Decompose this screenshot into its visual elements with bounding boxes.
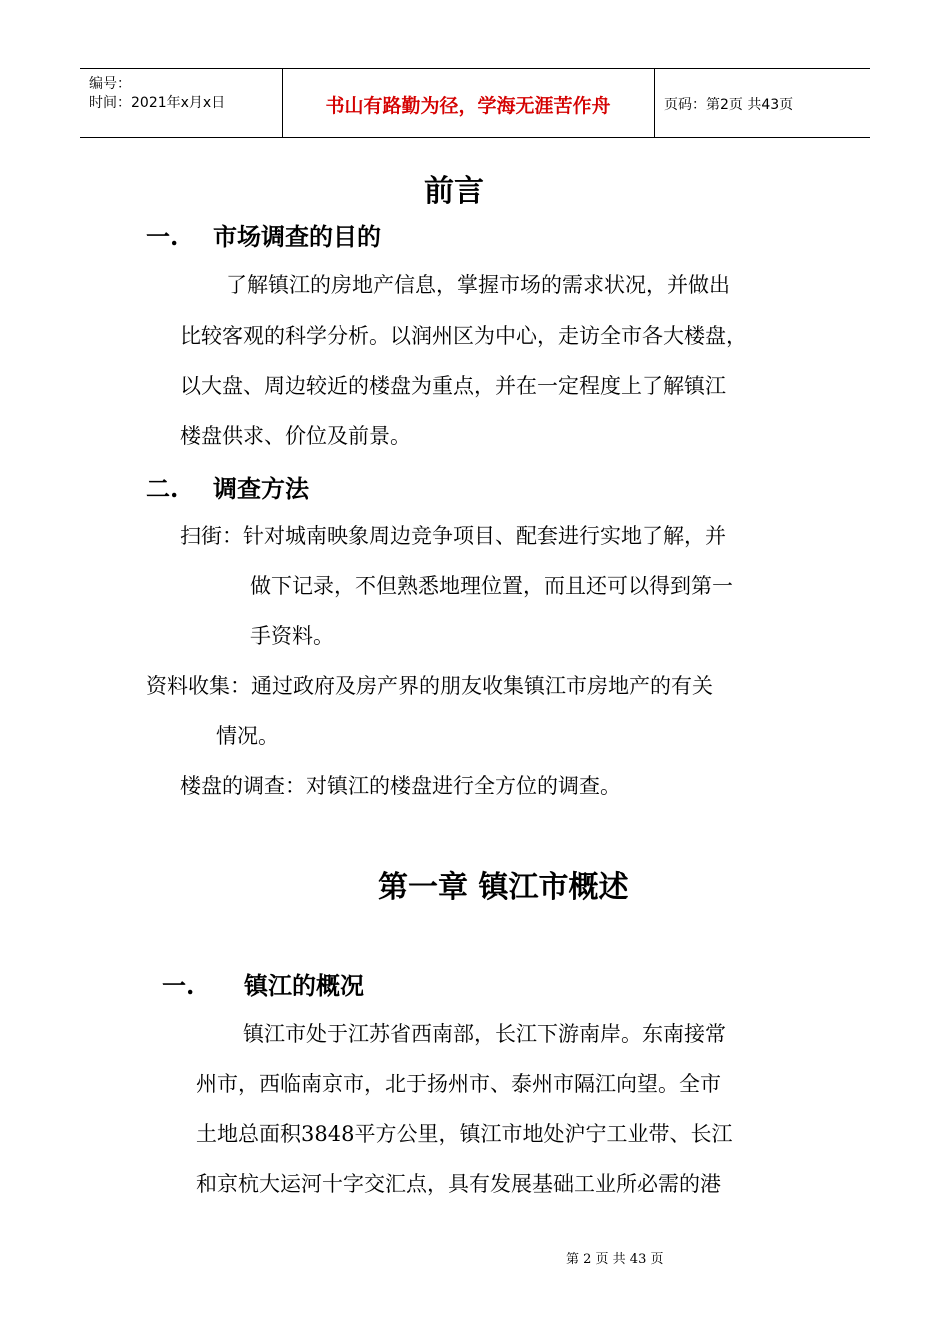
method-line: 扫街：针对城南映象周边竞争项目、配套进行实地了解，并 (180, 524, 726, 548)
page-footer: 第 2 页 共 43 页 (566, 1252, 664, 1267)
paragraph-line: 了解镇江的房地产信息，掌握市场的需求状况，并做出 (226, 273, 730, 297)
section-number: 一. (146, 222, 179, 251)
header-page-cell (655, 69, 870, 137)
method-line: 资料收集：通过政府及房产界的朋友收集镇江市房地产的有关 (146, 674, 713, 698)
section-number: 二. (146, 474, 179, 503)
section-heading: 镇江的概况 (244, 971, 364, 1000)
header-motto-cell (282, 69, 655, 137)
paragraph-line: 州市，西临南京市，北于扬州市、泰州市隔江向望。全市 (196, 1072, 721, 1096)
doc-time-label: 时间：2021年x月x日 (89, 95, 226, 111)
method-line: 情况。 (216, 724, 279, 748)
header-meta-cell (80, 69, 283, 137)
doc-number-label: 编号： (89, 76, 131, 92)
preface-title: 前言 (424, 174, 484, 209)
paragraph-line: 以大盘、周边较近的楼盘为重点，并在一定程度上了解镇江 (180, 374, 726, 398)
paragraph-line: 镇江市处于江苏省西南部，长江下游南岸。东南接常 (243, 1022, 726, 1046)
method-line: 手资料。 (250, 624, 334, 648)
section-heading: 市场调查的目的 (213, 222, 381, 251)
paragraph-line: 楼盘供求、价位及前景。 (180, 424, 411, 448)
section-heading: 调查方法 (213, 474, 309, 503)
paragraph-line: 比较客观的科学分析。以润州区为中心，走访全市各大楼盘， (180, 324, 747, 348)
method-line: 做下记录，不但熟悉地理位置，而且还可以得到第一 (250, 574, 733, 598)
paragraph-line: 土地总面积3848平方公里，镇江市地处沪宁工业带、长江 (196, 1122, 733, 1146)
page-header (80, 68, 870, 138)
header-motto: 书山有路勤为径，学海无涯苦作舟 (325, 95, 611, 117)
header-page-info: 页码：第2页 共43页 (664, 97, 794, 113)
chapter-title: 第一章 镇江市概述 (378, 870, 629, 905)
paragraph-line: 和京杭大运河十字交汇点，具有发展基础工业所必需的港 (196, 1172, 721, 1196)
section-number: 一. (162, 971, 195, 1000)
method-line: 楼盘的调查：对镇江的楼盘进行全方位的调查。 (180, 774, 621, 798)
